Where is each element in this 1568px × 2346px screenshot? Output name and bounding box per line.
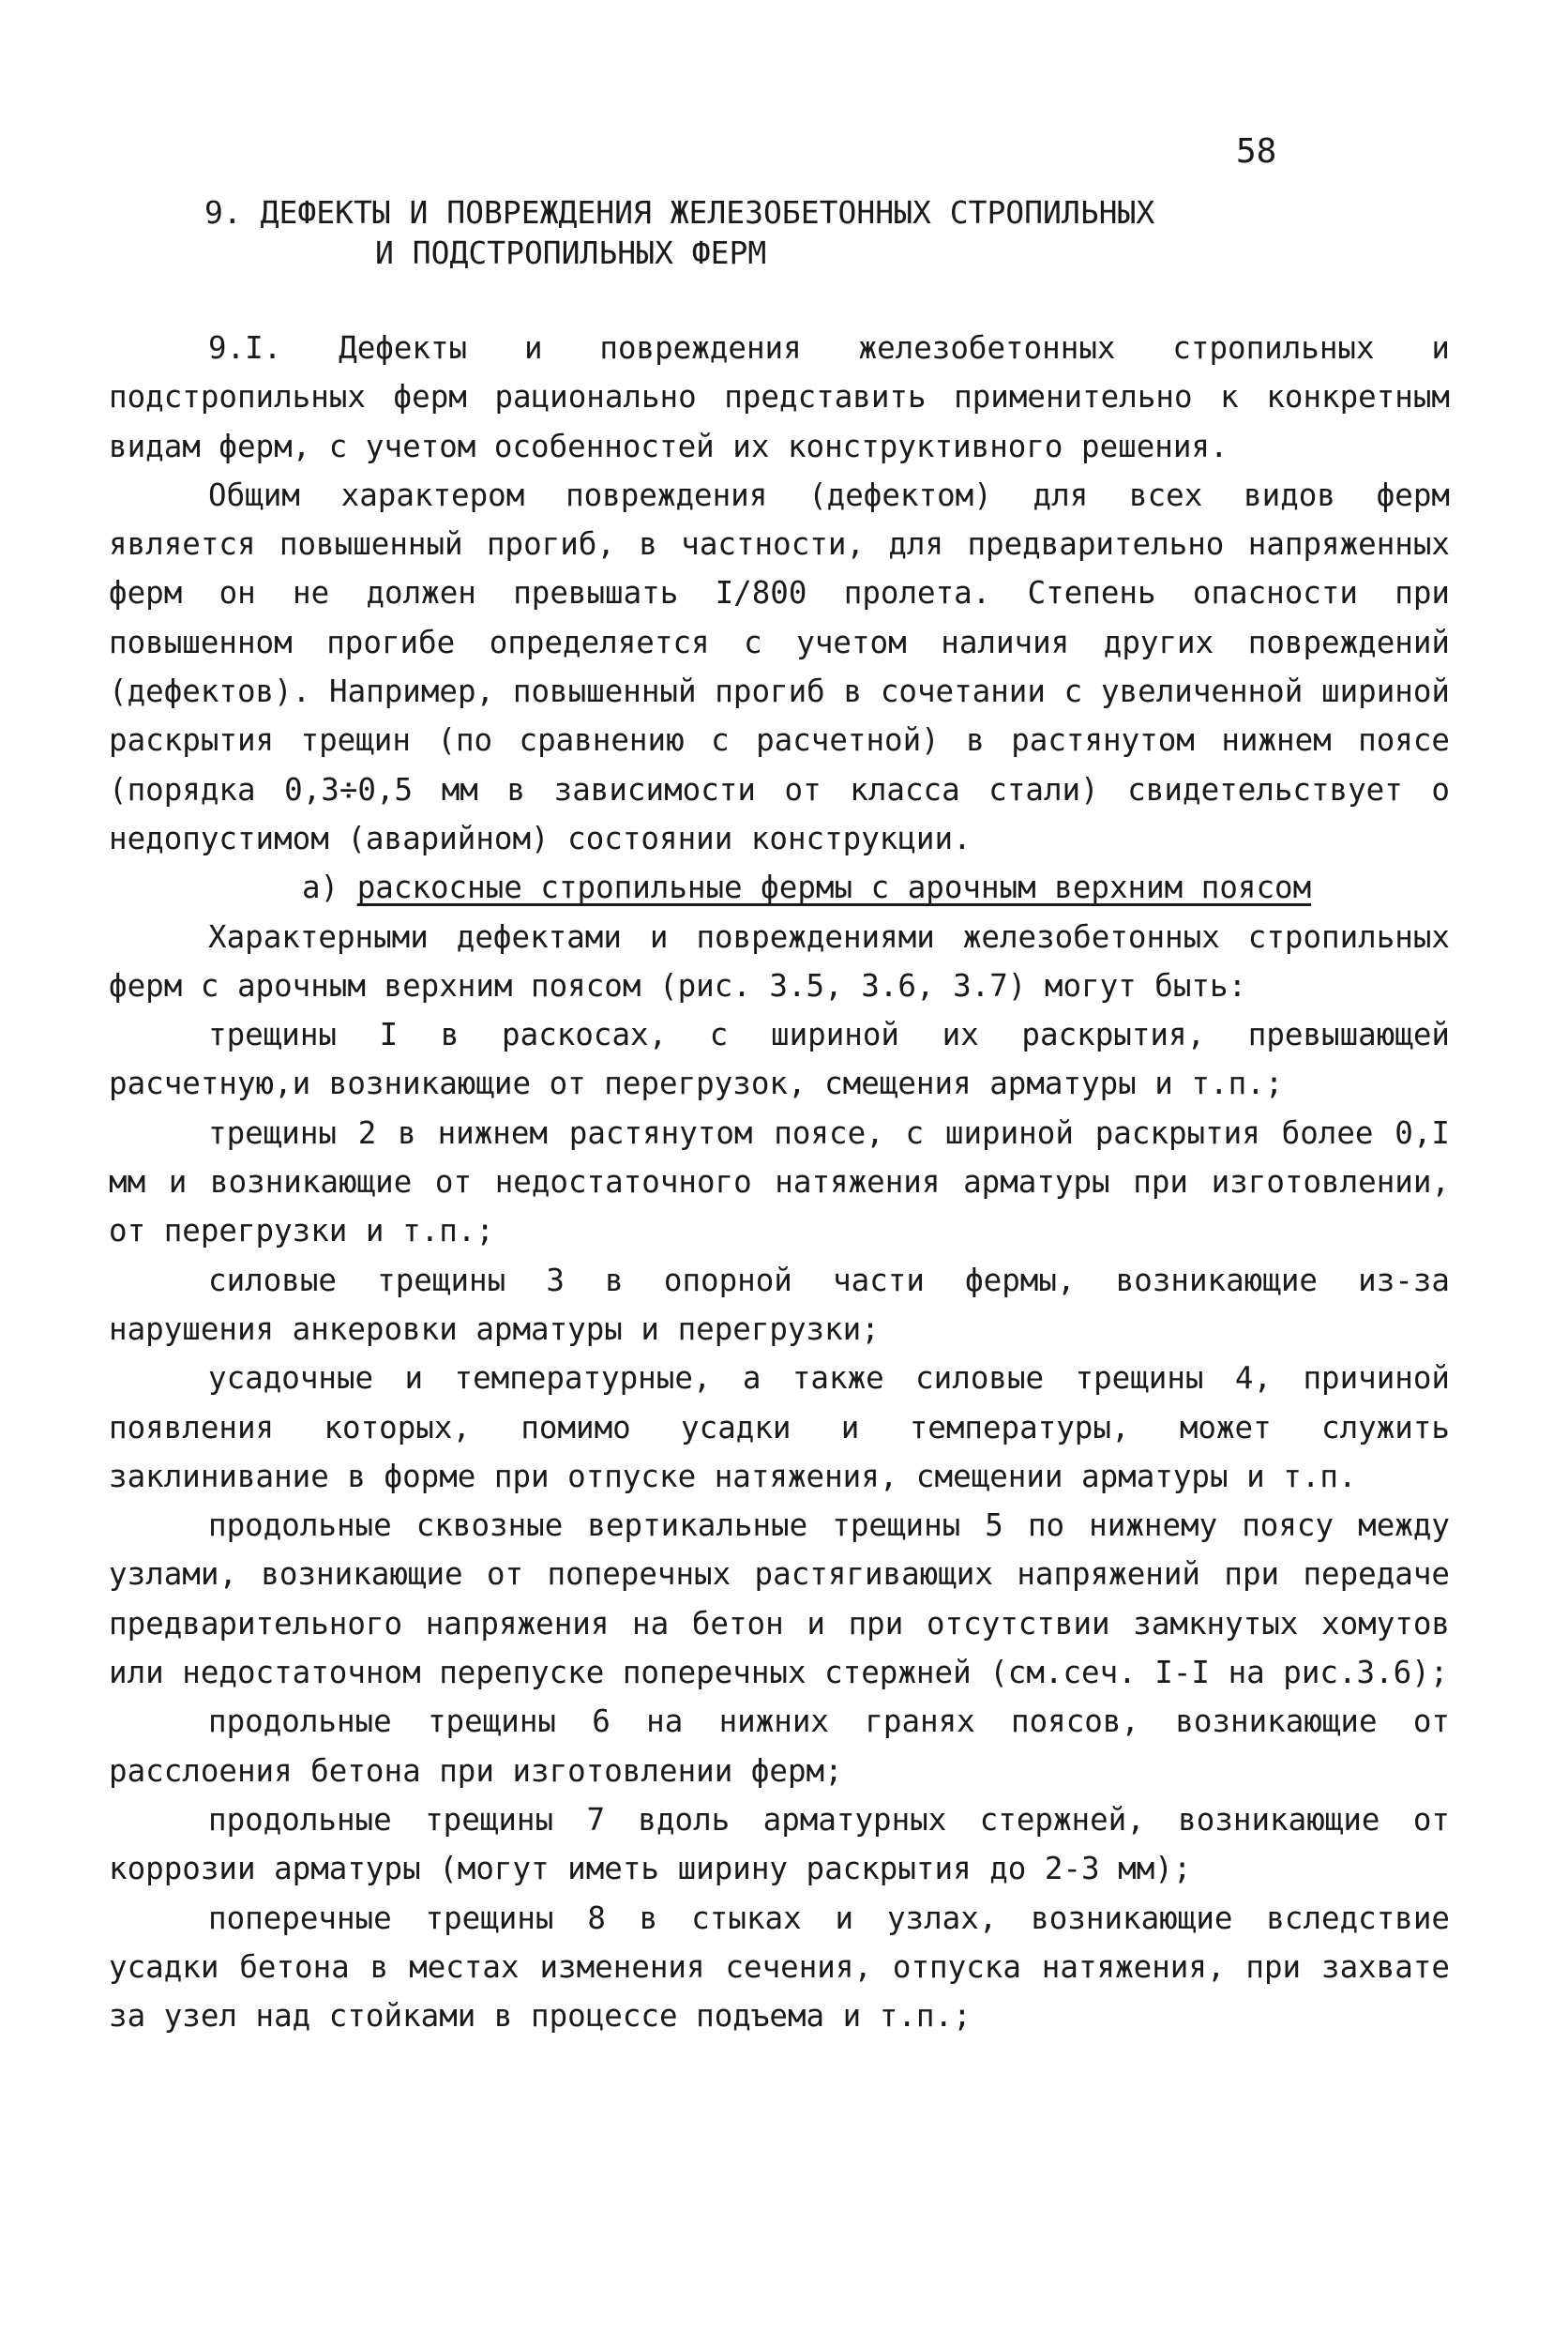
list-item-crack-3: силовые трещины 3 в опорной части фермы, возникающие из-за нарушения анкеровки арматуры и перегрузки; xyxy=(109,1262,1450,1347)
section-heading-line-1: 9. ДЕФЕКТЫ И ПОВРЕЖДЕНИЯ ЖЕЛЕЗОБЕТОННЫХ СТРОПИЛЬНЫХ xyxy=(204,194,1155,231)
list-item-crack-6: продольные трещины 6 на нижних гранях поясов, возникающие от расслоения бетона при изготовлении ферм; xyxy=(109,1703,1450,1789)
list-item-crack-5: продольные сквозные вертикальные трещины 5 по нижнему поясу между узлами, возникающие от поперечных растягивающих напряжений при передаче предварительного напряжения на бетон и при отсутствии замкнутых хомутов или недостаточном перепуске поперечных стержней (см.сеч. I-I на рис.3.6); xyxy=(109,1507,1450,1691)
list-item-crack-8: поперечные трещины 8 в стыках и узлах, возникающие вследствие усадки бетона в местах изменения сечения, отпуска натяжения, при захвате за узел над стойками в процессе подъема и т.п.; xyxy=(109,1900,1450,2035)
section-heading-line-2: И ПОДСТРОПИЛЬНЫХ ФЕРМ xyxy=(375,235,767,271)
list-item-crack-4: усадочные и температурные, а также силовые трещины 4, причиной появления которых, помимо усадки и температуры, может служить заклинивание в форме при отпуске натяжения, смещении арматуры и т.п. xyxy=(109,1360,1450,1494)
subsection-letter: а) xyxy=(302,870,339,906)
section-heading xyxy=(0,192,1568,273)
list-item-crack-1: трещины I в раскосах, с шириной их раскрытия, превышающей расчетную,и возникающие от перегрузок, смещения арматуры и т.п.; xyxy=(109,1017,1450,1102)
page-number: 58 xyxy=(1236,132,1277,171)
list-item-crack-7: продольные трещины 7 вдоль арматурных стержней, возникающие от коррозии арматуры (могут иметь ширину раскрытия до 2-3 мм); xyxy=(109,1801,1450,1887)
paragraph-general-defects: Общим характером повреждения (дефектом) для всех видов ферм является повышенный прогиб, в частности, для предварительно напряженных ферм он не должен превышать I/800 пролета. Степень опасности при повышенном прогибе определяется с учетом наличия других повреждений (дефектов). Например, повышенный прогиб в сочетании с увеличенной шириной раскрытия трещин (по сравнению с расчетной) в растянутом нижнем поясе (порядка 0,3÷0,5 мм в зависимости от класса стали) свидетельствует о недопустимом (аварийном) состоянии конструкции. xyxy=(109,477,1450,856)
paragraph-9-1: 9.I. Дефекты и повреждения железобетонных стропильных и подстропильных ферм рационально представить применительно к конкретным видам ферм, с учетом особенностей их конструктивного решения. xyxy=(109,330,1450,464)
subsection-title: раскосные стропильные фермы с арочным верхним поясом xyxy=(356,870,1312,906)
subsection-intro: Характерными дефектами и повреждениями железобетонных стропильных ферм с арочным верхним поясом (рис. 3.5, 3.6, 3.7) могут быть: xyxy=(109,918,1450,1004)
list-item-crack-2: трещины 2 в нижнем растянутом поясе, с шириной раскрытия более 0,I мм и возникающие от недостаточного натяжения арматуры при изготовлении, от перегрузки и т.п.; xyxy=(109,1114,1450,1249)
subsection-heading xyxy=(109,863,1450,912)
body-text xyxy=(109,324,1450,2040)
